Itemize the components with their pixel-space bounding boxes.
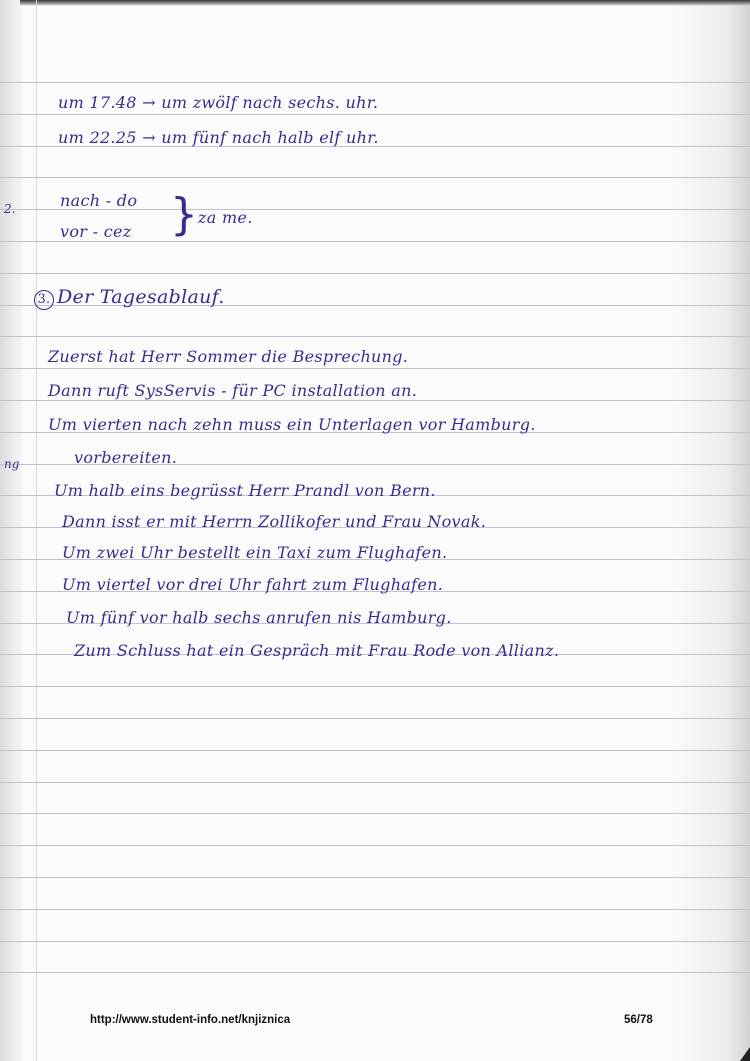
- ruled-line: [0, 909, 750, 910]
- handwritten-line-3: nach - do: [60, 191, 138, 210]
- page-left-shadow: [0, 0, 22, 1061]
- handwritten-line-16: Zum Schluss hat ein Gespräch mit Frau Rode von Allianz.: [74, 641, 560, 660]
- handwritten-line-7: Zuerst hat Herr Sommer die Besprechung.: [48, 347, 409, 366]
- handwritten-line-11: Um halb eins begrüsst Herr Prandl von Bern.: [54, 481, 436, 500]
- ruled-line: [0, 972, 750, 973]
- ruled-line: [0, 114, 750, 115]
- handwritten-line-13: Um zwei Uhr bestellt ein Taxi zum Flughafen.: [62, 543, 448, 562]
- ruled-line: [0, 336, 750, 337]
- ruled-line: [0, 400, 750, 401]
- ruled-line: [0, 82, 750, 83]
- page-top-edge: [20, 0, 750, 6]
- handwritten-line-10: vorbereiten.: [74, 448, 178, 467]
- ruled-line: [0, 686, 750, 687]
- handwritten-line-1: um 17.48 → um zwölf nach sechs. uhr.: [58, 93, 379, 112]
- margin-note-ng: ng: [4, 457, 20, 471]
- ruled-line: [0, 845, 750, 846]
- ruled-line: [0, 273, 750, 274]
- ruled-line: [0, 813, 750, 814]
- handwritten-line-9: Um vierten nach zehn muss ein Unterlagen vor Hamburg.: [48, 415, 536, 434]
- footer-url: http://www.student-info.net/knjiznica: [90, 1014, 291, 1026]
- section-number: 3.: [34, 290, 54, 310]
- ruled-line: [0, 877, 750, 878]
- ruled-line: [0, 718, 750, 719]
- margin-note-number: 2.: [4, 202, 16, 216]
- section-title: Der Tagesablauf.: [57, 286, 225, 308]
- ruled-line: [0, 241, 750, 242]
- handwritten-line-5: za me.: [198, 208, 253, 227]
- page-right-shadow: [670, 0, 750, 1061]
- footer-page-number: 56/78: [624, 1014, 653, 1026]
- margin-line: [36, 0, 37, 1061]
- ruled-line: [0, 177, 750, 178]
- handwritten-line-2: um 22.25 → um fünf nach halb elf uhr.: [58, 128, 379, 147]
- ruled-line: [0, 941, 750, 942]
- handwritten-line-15: Um fünf vor halb sechs anrufen nis Hamburg.: [66, 608, 452, 627]
- ruled-line: [0, 750, 750, 751]
- handwritten-line-12: Dann isst er mit Herrn Zollikofer und Frau Novak.: [62, 512, 487, 531]
- page-corner: [740, 1047, 750, 1061]
- handwritten-line-14: Um viertel vor drei Uhr fahrt zum Flughafen.: [62, 575, 444, 594]
- ruled-line: [0, 782, 750, 783]
- section-heading: [34, 286, 225, 310]
- ruled-line: [0, 368, 750, 369]
- handwritten-line-4: vor - cez: [60, 222, 132, 241]
- curly-brace: }: [170, 189, 198, 240]
- handwritten-line-8: Dann ruft SysServis - für PC installation an.: [48, 381, 418, 400]
